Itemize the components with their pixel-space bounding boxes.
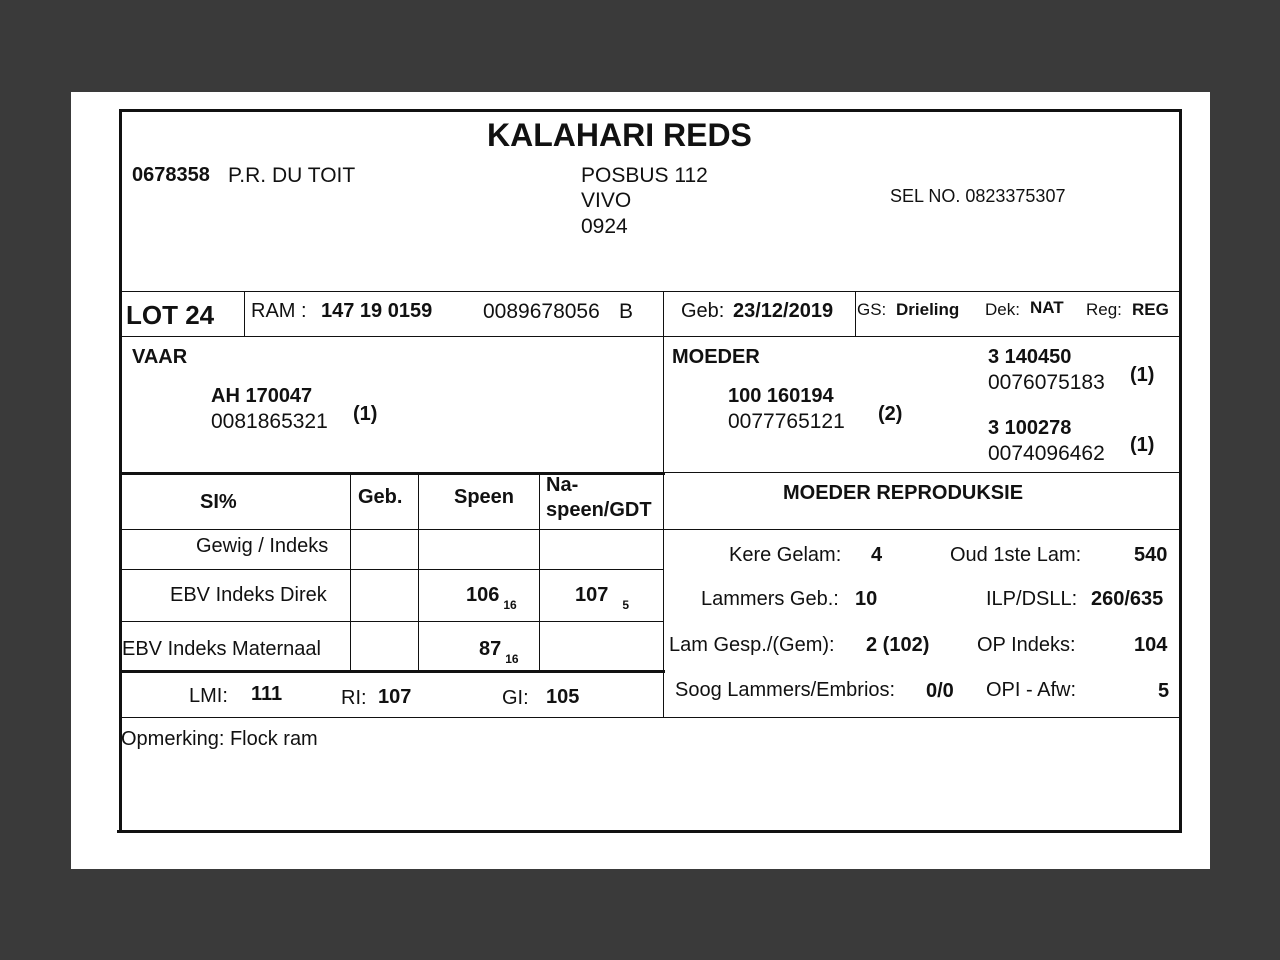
moeder-id: 100 160194: [728, 385, 834, 407]
ebv-direk-naspeen: [575, 584, 630, 612]
opi-afw-label: OPI - Afw:: [986, 679, 1077, 701]
lmi-value: 111: [251, 683, 283, 705]
divider: [119, 569, 663, 570]
divider: [119, 621, 663, 622]
row-label-ebv-direk: EBV Indeks Direk: [170, 584, 327, 606]
registration-suffix: B: [619, 300, 634, 323]
card-border-top: [119, 109, 1181, 112]
card-border-right: [1179, 109, 1182, 833]
geb-header: Geb.: [358, 486, 403, 508]
phone-number: SEL NO. 0823375307: [890, 186, 1066, 206]
divider: [244, 291, 245, 336]
vaar-number: 0081865321: [211, 410, 328, 433]
moeder-dam-id: 3 100278: [988, 417, 1072, 439]
address-line-1: POSBUS 112: [581, 164, 708, 187]
vaar-id: AH 170047: [211, 385, 313, 407]
moeder-dam-number: 0074096462: [988, 442, 1105, 465]
registration-number: 0089678056: [483, 300, 600, 323]
moeder-dam-grade: (1): [1130, 434, 1155, 456]
dek-label: Dek:: [985, 300, 1020, 319]
reg-label: Reg:: [1086, 300, 1122, 319]
moeder-sire-grade: (1): [1130, 364, 1155, 386]
row-label-gewig: Gewig / Indeks: [196, 535, 329, 557]
address-line-3: 0924: [581, 215, 628, 238]
remark-text: Flock ram: [229, 728, 318, 750]
ebv-direk-speen-value: 106: [466, 584, 500, 606]
naspeen-header-line1: Na-: [546, 474, 579, 496]
op-indeks-label: OP Indeks:: [977, 634, 1076, 656]
gi-value: 105: [546, 686, 580, 708]
soog-lammers-label: Soog Lammers/Embrios:: [675, 679, 896, 701]
divider: [663, 472, 1179, 473]
moeder-title: MOEDER: [672, 346, 760, 368]
lammers-geb-value: 10: [855, 588, 878, 610]
lot-number: LOT 24: [126, 300, 215, 330]
speen-header: Speen: [454, 486, 515, 508]
divider: [418, 472, 419, 670]
vaar-grade: (1): [353, 403, 378, 425]
address-line-2: VIVO: [581, 189, 632, 212]
si-header: SI%: [200, 491, 237, 513]
vaar-title: VAAR: [132, 346, 188, 368]
lot-card: [119, 109, 1179, 833]
ebv-direk-speen-count: 16: [503, 598, 517, 612]
dek-value: NAT: [1030, 298, 1064, 317]
divider: [119, 529, 663, 530]
ebv-maternaal-speen-value: 87: [479, 638, 502, 660]
ebv-direk-speen: [466, 584, 517, 612]
card-border-left: [119, 109, 122, 833]
op-indeks-value: 104: [1134, 634, 1168, 656]
lam-gesp-label: Lam Gesp./(Gem):: [669, 634, 835, 656]
reg-value: REG: [1132, 300, 1169, 319]
lammers-geb-label: Lammers Geb.:: [701, 588, 839, 610]
moeder-sire-number: 0076075183: [988, 371, 1105, 394]
naspeen-header-line2: speen/GDT: [546, 499, 652, 521]
remark-label: Opmerking:: [121, 728, 225, 750]
ri-label: RI:: [341, 687, 367, 709]
reproduksie-title: MOEDER REPRODUKSIE: [783, 482, 1024, 504]
divider: [119, 717, 1179, 718]
gs-label: GS:: [857, 300, 887, 319]
ebv-direk-naspeen-value: 107: [575, 584, 609, 606]
divider: [663, 529, 1179, 530]
divider: [119, 291, 1179, 292]
breeder-name: P.R. DU TOIT: [228, 164, 356, 187]
divider: [539, 472, 540, 670]
ilp-dsll-value: 260/635: [1091, 588, 1164, 610]
ebv-maternaal-speen: [479, 638, 519, 666]
breeder-code: 0678358: [132, 164, 210, 186]
gi-label: GI:: [502, 687, 529, 709]
divider: [350, 472, 351, 670]
row-label-ebv-maternaal: EBV Indeks Maternaal: [122, 638, 321, 660]
oud-1ste-lam-label: Oud 1ste Lam:: [950, 544, 1082, 566]
moeder-number: 0077765121: [728, 410, 845, 433]
divider: [119, 670, 665, 673]
soog-lammers-value: 0/0: [926, 680, 954, 702]
oud-1ste-lam-value: 540: [1134, 544, 1168, 566]
divider: [119, 336, 1179, 337]
ilp-dsll-label: ILP/DSLL:: [986, 588, 1078, 610]
ram-id: 147 19 0159: [321, 300, 433, 322]
birth-date: 23/12/2019: [733, 300, 834, 322]
moeder-grade: (2): [878, 403, 903, 425]
ri-value: 107: [378, 686, 412, 708]
birth-date-label: Geb:: [681, 300, 725, 322]
divider: [855, 291, 856, 336]
document-sheet: [71, 92, 1210, 869]
moeder-sire-id: 3 140450: [988, 346, 1072, 368]
ebv-direk-naspeen-count: 5: [622, 598, 630, 612]
gs-value: Drieling: [896, 300, 960, 319]
kere-gelam-value: 4: [871, 544, 883, 566]
opi-afw-value: 5: [1158, 680, 1170, 702]
divider: [663, 291, 664, 718]
ebv-maternaal-speen-count: 16: [505, 652, 519, 666]
lmi-label: LMI:: [189, 685, 228, 707]
remark: [121, 729, 318, 749]
lam-gesp-value: 2 (102): [866, 634, 930, 656]
breed-title: KALAHARI REDS: [487, 117, 752, 153]
ram-label: RAM :: [251, 300, 307, 322]
divider: [119, 472, 665, 475]
card-border-bottom: [117, 830, 1179, 833]
kere-gelam-label: Kere Gelam:: [729, 544, 842, 566]
